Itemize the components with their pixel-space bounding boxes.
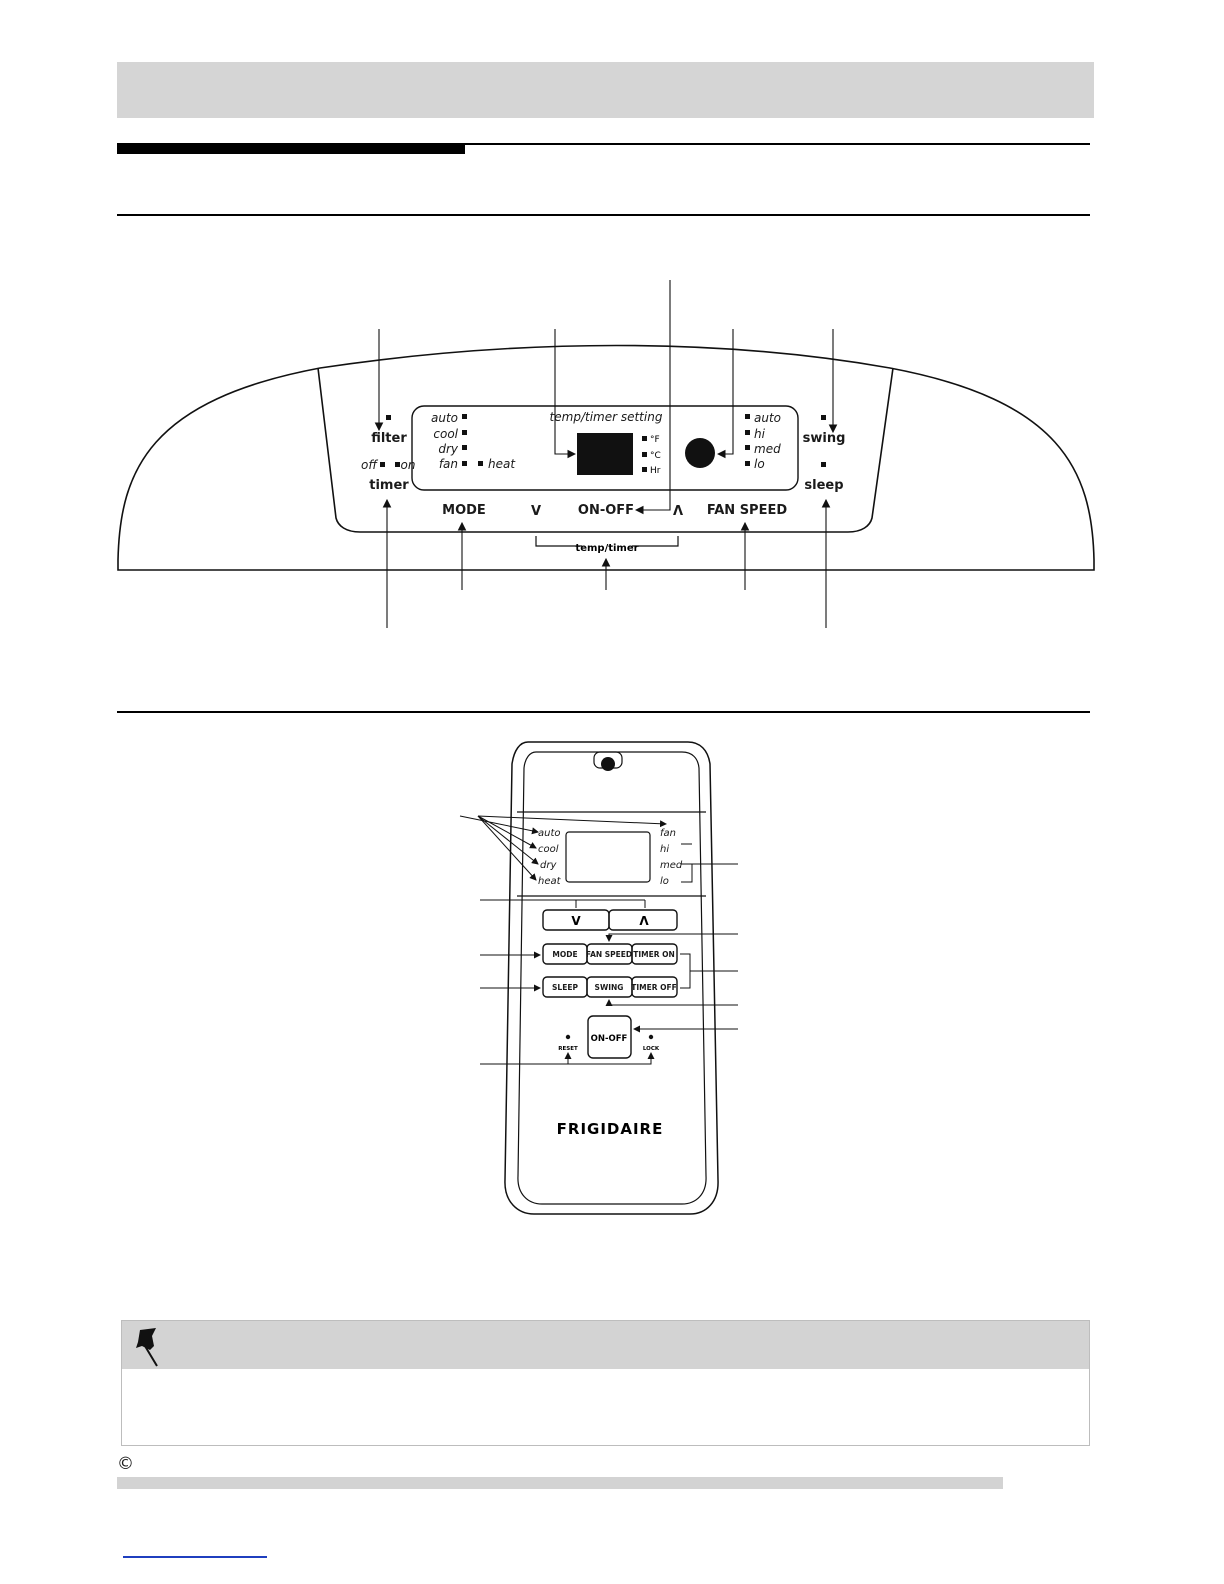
- fanspeed-button[interactable]: FAN SPEED: [706, 503, 788, 518]
- swing-label: swing: [802, 431, 846, 446]
- copyright-icon: ©: [117, 1454, 134, 1474]
- remote-hi: hi: [660, 844, 670, 855]
- down-button[interactable]: V: [530, 504, 542, 519]
- svg-text:SLEEP: SLEEP: [552, 983, 578, 992]
- up-button[interactable]: Λ: [672, 504, 684, 519]
- remote-down-label: V: [571, 914, 581, 928]
- svg-text:ON-OFF: ON-OFF: [590, 1034, 628, 1044]
- brand-logo: FRIGIDAIRE: [556, 1120, 664, 1138]
- fan-auto: auto: [754, 411, 782, 425]
- temptimer-label: temp/timer: [575, 543, 639, 554]
- mode-fan: fan: [438, 457, 458, 471]
- mode-auto: auto: [430, 411, 458, 425]
- bottom-link-underline[interactable]: [123, 1556, 267, 1558]
- mode-cool: cool: [433, 427, 458, 441]
- svg-text:FAN SPEED: FAN SPEED: [585, 950, 633, 959]
- remote-mode-cool: cool: [538, 844, 559, 855]
- timer-on-label: on: [400, 458, 416, 472]
- remote-up-label: Λ: [639, 914, 649, 928]
- remote-reset: RESET: [558, 1046, 578, 1052]
- mode-button[interactable]: MODE: [442, 503, 486, 518]
- svg-text:MODE: MODE: [552, 950, 578, 959]
- fan-med: med: [754, 442, 781, 456]
- unit-hr: Hr: [650, 466, 661, 476]
- mode-dry: dry: [438, 442, 458, 456]
- section-divider: [117, 214, 1090, 216]
- led-display: [577, 433, 633, 475]
- remote-lcd: [566, 832, 650, 882]
- remote-fan-labels: [660, 828, 683, 887]
- remote-control-diagram: [440, 740, 760, 1220]
- mode-heat: heat: [488, 457, 516, 471]
- remote-med: med: [660, 860, 683, 871]
- svg-text:SWING: SWING: [594, 983, 624, 992]
- note-header: [122, 1321, 1089, 1369]
- remote-fan: fan: [660, 828, 676, 839]
- remote-mode-heat: heat: [538, 876, 561, 887]
- unit-c: °C: [650, 451, 661, 461]
- remote-lock: LOCK: [642, 1046, 660, 1052]
- onoff-button[interactable]: ON-OFF: [577, 503, 635, 518]
- remote-mode-labels: [538, 828, 562, 887]
- svg-text:TIMER ON: TIMER ON: [633, 950, 675, 959]
- filter-label: filter: [371, 431, 407, 446]
- fan-indicators: [745, 411, 781, 471]
- fan-hi: hi: [754, 427, 765, 441]
- unit-f: °F: [650, 435, 660, 445]
- remote-mode-dry: dry: [540, 860, 557, 871]
- svg-text:TIMER OFF: TIMER OFF: [631, 983, 677, 992]
- note-box: [121, 1320, 1090, 1446]
- timer-label: timer: [369, 478, 409, 493]
- control-panel-diagram: [0, 270, 1224, 640]
- remote-body: [505, 742, 718, 1214]
- sleep-label: sleep: [804, 478, 844, 493]
- mode-indicators: [431, 411, 516, 471]
- pushpin-icon: [130, 1324, 170, 1368]
- remote-lo: lo: [660, 876, 669, 887]
- footer-bar: [117, 1477, 1003, 1489]
- remote-mode-auto: auto: [538, 828, 561, 839]
- timer-off-label: off: [360, 458, 378, 472]
- header-bar: [117, 62, 1094, 118]
- unit-indicators: [642, 435, 661, 476]
- display-title: temp/timer setting: [549, 410, 663, 424]
- fan-knob: [685, 438, 715, 468]
- title-rule-accent: [117, 143, 465, 154]
- section-divider-remote: [117, 711, 1090, 713]
- fan-lo: lo: [754, 457, 765, 471]
